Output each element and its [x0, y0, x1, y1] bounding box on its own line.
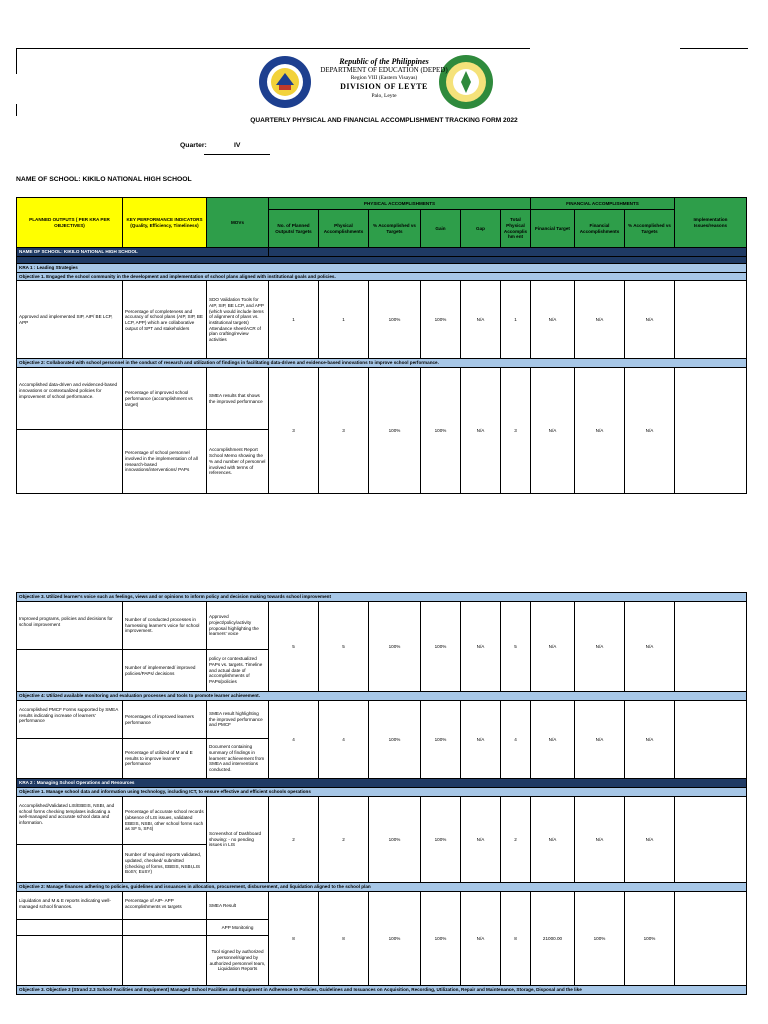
kra2-obj1-mov: Screenshot of Dashboard showing: - no pending issues in LIS: [207, 797, 269, 883]
kra2-obj2-output: Liquidation and M & E reports indicating well-managed school finances.: [17, 892, 123, 920]
obj2-output: Accomplished data-driven and evidenced-based innovations or contextualized policies for improvement of school performance.: [17, 368, 123, 430]
obj4-no-planned: 4: [269, 701, 319, 779]
kra2-obj1-fin-pct: N/A: [625, 797, 675, 883]
obj1-fin-pct: N/A: [625, 281, 675, 359]
obj2-kpi2: Percentage of school personnel involved in the implementation of all research-based innovations/interventions/ PAPs: [123, 430, 207, 494]
kra2-row: KRA 2 : Managing School Operations and Resources: [17, 779, 747, 788]
kra2-obj2-total: 8: [501, 892, 531, 986]
top-rule-left: [16, 48, 530, 49]
obj3-mov2: policy or contextualized PAPs vs. targets. Timeline and actual date of accomplishments of PAPs/policies: [207, 650, 269, 692]
left-margin-tick-2: [16, 104, 17, 116]
kra2-obj1-fin-target: N/A: [531, 797, 575, 883]
objective-4-row: Objective 4: Utilized available monitoring and evaluation processes and tools to promote learner achievement.: [17, 692, 747, 701]
obj4-pct: 100%: [369, 701, 421, 779]
obj1-kpi: Percentage of completeness and accuracy of school plans (AIP, SIP, BE LCP, APP) which are collaborative output of SPT and stakeholders: [123, 281, 207, 359]
kra2-obj2-fin-pct: 100%: [625, 892, 675, 986]
kra2-obj2-no-planned: 8: [269, 892, 319, 986]
obj2-gap: N/A: [461, 368, 501, 494]
obj1-no-planned: 1: [269, 281, 319, 359]
obj1-physical: 1: [319, 281, 369, 359]
objective-1-row: Objective 1. Engaged the school community in the development and implementation of school plans aligned with institutional goals and policies.: [17, 272, 747, 281]
obj4-fin-acc: N/A: [575, 701, 625, 779]
top-rule-right: [680, 48, 748, 49]
kra2-obj2-fin-target: 21000.00: [531, 892, 575, 986]
obj3-mov1: Approved project/policy/activity proposal highlighting the learners' voice: [207, 602, 269, 650]
col-total-physical: Total Physical Accomplishm ent: [501, 210, 531, 248]
kra2-obj1-output: Accomplished/Validated LIS/EBEIS, NSBI, and school forms checking templates indicating a well-managed and accurate school data and information.: [17, 797, 123, 845]
accomplishment-table-page1: [16, 197, 747, 494]
school-row-fill: [269, 248, 747, 257]
obj3-pct: 100%: [369, 602, 421, 692]
division-text: DIVISION OF LEYTE: [340, 82, 428, 91]
col-financial-target: Financial Target: [531, 210, 575, 248]
obj1-output: Approved and implemented SIP, AIP/ BE LCP, APP: [17, 281, 123, 359]
col-pct-acc: % Accomplished vs Targets: [369, 210, 421, 248]
kra2-obj2-kpi-cont2: [123, 936, 207, 986]
department-text: DEPARTMENT OF EDUCATION (DEPED): [320, 66, 448, 74]
obj4-mov2: Document containing summary of findings in learners' achievement from SMEA and interventions conducted.: [207, 739, 269, 779]
obj4-gain: 100%: [421, 701, 461, 779]
obj2-output-cont: [17, 430, 123, 494]
col-no-planned: No. of Planned Outputs/ Targets: [269, 210, 319, 248]
obj3-total: 5: [501, 602, 531, 692]
obj2-pct: 100%: [369, 368, 421, 494]
quarter-underline: [204, 154, 270, 155]
kra2-obj1-issues: [675, 797, 747, 883]
kra2-obj1-no-planned: 2: [269, 797, 319, 883]
kra2-objective-1-row: Objective 1. Manage school data and information using technology, including ICT, to ensure effective and efficient schools operations: [17, 788, 747, 797]
school-name-line: NAME OF SCHOOL: KIKILO NATIONAL HIGH SCHOOL: [16, 176, 192, 183]
kra2-obj1-physical: 2: [319, 797, 369, 883]
obj3-kpi2: Number of implemented/ improved policies/PAPs/ decisions: [123, 650, 207, 692]
obj3-fin-target: N/A: [531, 602, 575, 692]
kra1-row: KRA 1 : Leading Strategies: [17, 264, 747, 273]
kra2-obj1-kpi1: Percentage of accurate school records (absence of LIS issues, validated EBEIS, NSBI, other school forms such as SF 5, SF4): [123, 797, 207, 845]
col-fin-pct: % Accomplished vs Targets: [625, 210, 675, 248]
obj2-physical: 3: [319, 368, 369, 494]
kra2-obj2-physical: 8: [319, 892, 369, 986]
region-text: Region VIII (Eastern Visayas): [350, 75, 418, 81]
obj4-kpi1: Percentages of improved learners performance: [123, 701, 207, 739]
obj2-fin-target: N/A: [531, 368, 575, 494]
kra2-obj2-kpi-cont: [123, 920, 207, 936]
obj4-fin-pct: N/A: [625, 701, 675, 779]
kra2-objective-2-row: Objective 2: Manage finances adhering to policies, guidelines and issuances in allocation, procurement, disbursement, and liquidation aligned to the school plan: [17, 883, 747, 892]
col-issues: Implementation Issues/reasons: [675, 198, 747, 248]
obj3-issues: [675, 602, 747, 692]
kra2-obj2-kpi1: Percentage of AIP- APP accomplishments vs targets: [123, 892, 207, 920]
kra2-obj2-issues: [675, 892, 747, 986]
obj2-no-planned: 3: [269, 368, 319, 494]
objective-2-row: Objective 2: Collaborated with school personnel in the conduct of research and utilization of findings in facilitating data-driven and evidence-based innovations to improve school performance.: [17, 359, 747, 368]
objective-3-row: Objective 3. Utilized learner's voice such as feelings, views and or opinions to inform policy and decision making towards school improvement: [17, 593, 747, 602]
kra2-obj2-pct: 100%: [369, 892, 421, 986]
obj1-gap: N/A: [461, 281, 501, 359]
kra2-obj1-gap: N/A: [461, 797, 501, 883]
col-planned-outputs: PLANNED OUTPUTS ( PER KRA PER OBJECTIVES): [17, 198, 123, 248]
obj1-fin-target: N/A: [531, 281, 575, 359]
obj4-gap: N/A: [461, 701, 501, 779]
obj4-output-cont: [17, 739, 123, 779]
obj4-total: 4: [501, 701, 531, 779]
kra2-obj1-pct: 100%: [369, 797, 421, 883]
col-gap: Gap: [461, 210, 501, 248]
obj4-fin-target: N/A: [531, 701, 575, 779]
kra2-obj2-mov2: APP Monitoring: [207, 920, 269, 936]
col-kpi: KEY PERFORMANCE INDICATORS (Quality, Efficiency, Timeliness): [123, 198, 207, 248]
col-financial-group: FINANCIAL ACCOMPLISHMENTS: [531, 198, 675, 210]
kra2-obj1-gain: 100%: [421, 797, 461, 883]
obj3-output: Improved programs, policies and decisions for school improvement: [17, 602, 123, 650]
kra2-obj2-output-cont2: [17, 936, 123, 986]
obj1-issues: [675, 281, 747, 359]
obj2-fin-pct: N/A: [625, 368, 675, 494]
obj2-gain: 100%: [421, 368, 461, 494]
obj1-total: 1: [501, 281, 531, 359]
obj1-pct: 100%: [369, 281, 421, 359]
obj4-kpi2: Percentage of utilized of M and E results to improve learners' performance: [123, 739, 207, 779]
obj3-fin-pct: N/A: [625, 602, 675, 692]
obj3-kpi1: Number of conducted processes in harnessing learner's voice for school improvement.: [123, 602, 207, 650]
place-text: Palo, Leyte: [371, 93, 397, 99]
obj1-fin-acc: N/A: [575, 281, 625, 359]
obj4-issues: [675, 701, 747, 779]
form-title: QUARTERLY PHYSICAL AND FINANCIAL ACCOMPLISHMENT TRACKING FORM 2022: [250, 117, 518, 124]
obj1-gain: 100%: [421, 281, 461, 359]
school-row-label: NAME OF SCHOOL: KIKILO NATIONAL HIGH SCHOOL: [17, 248, 269, 257]
obj2-mov2: Accomplishment Report School Memo showing the % and number of personnel involved with terms of references.: [207, 430, 269, 494]
col-gain: Gain: [421, 210, 461, 248]
obj2-issues: [675, 368, 747, 494]
obj3-physical: 5: [319, 602, 369, 692]
spacer-row: [17, 257, 747, 264]
kra2-obj1-kpi2: Number of required reports validated, updated, checked/ submitted (checking of forms, EBEIS, NSBI,LIS BoSY, EoSY): [123, 845, 207, 883]
kra2-obj1-output-cont: [17, 845, 123, 883]
obj4-physical: 4: [319, 701, 369, 779]
kra2-obj2-mov1: SMEA Result: [207, 892, 269, 920]
obj4-mov1: SMEA result highlighting the improved performance and PMCF: [207, 701, 269, 739]
kra2-obj2-output-cont: [17, 920, 123, 936]
kra2-obj1-fin-acc: N/A: [575, 797, 625, 883]
col-physical-group: PHYSICAL ACCOMPLISHMENTS: [269, 198, 531, 210]
kra2-obj2-gain: 100%: [421, 892, 461, 986]
obj2-kpi1: Percentage of improved school performance (accomplishment vs target): [123, 368, 207, 430]
kra2-obj2-gap: N/A: [461, 892, 501, 986]
obj3-output-cont: [17, 650, 123, 692]
kra2-obj1-total: 2: [501, 797, 531, 883]
obj1-mov: SDO Validation Tools for AIP, SIP, BE LCP, and APP (which would include items of alignment of plans vs. institutional targets) Attendance sheet/ACR of plan crafting/review activities: [207, 281, 269, 359]
obj2-fin-acc: N/A: [575, 368, 625, 494]
accomplishment-table-page2: [16, 592, 747, 995]
obj3-gain: 100%: [421, 602, 461, 692]
kra2-obj2-fin-acc: 100%: [575, 892, 625, 986]
quarter-label: Quarter:: [180, 142, 207, 149]
col-movs: MOVs: [207, 198, 269, 248]
republic-text: Republic of the Philippines: [339, 57, 429, 66]
quarter-value: IV: [234, 142, 241, 149]
obj3-gap: N/A: [461, 602, 501, 692]
kra2-objective-3-row: Objective 3. Objective 3 (Strand 2.3 School Facilities and Equipment) Managed School Facilities and Equipment in Adherence to Policies, Guidelines and Issuances on Acquisition, Recording, Utilization, Repair and Maintenance, Storage, Disposal and the like: [17, 986, 747, 995]
obj3-no-planned: 5: [269, 602, 319, 692]
obj2-total: 3: [501, 368, 531, 494]
obj3-fin-acc: N/A: [575, 602, 625, 692]
obj2-mov1: SMEA results that shows the improved performance: [207, 368, 269, 430]
obj4-output: Accomplished PMCF Forms supported by SMEA results indicating increase of learners' performance: [17, 701, 123, 739]
col-physical-acc: Physical Accomplishments: [319, 210, 369, 248]
col-financial-acc: Financial Accomplishments: [575, 210, 625, 248]
kra2-obj2-mov3: Tool signed by authorized personnel/signed by authorized personnel team, Liquidation Reports: [207, 936, 269, 986]
